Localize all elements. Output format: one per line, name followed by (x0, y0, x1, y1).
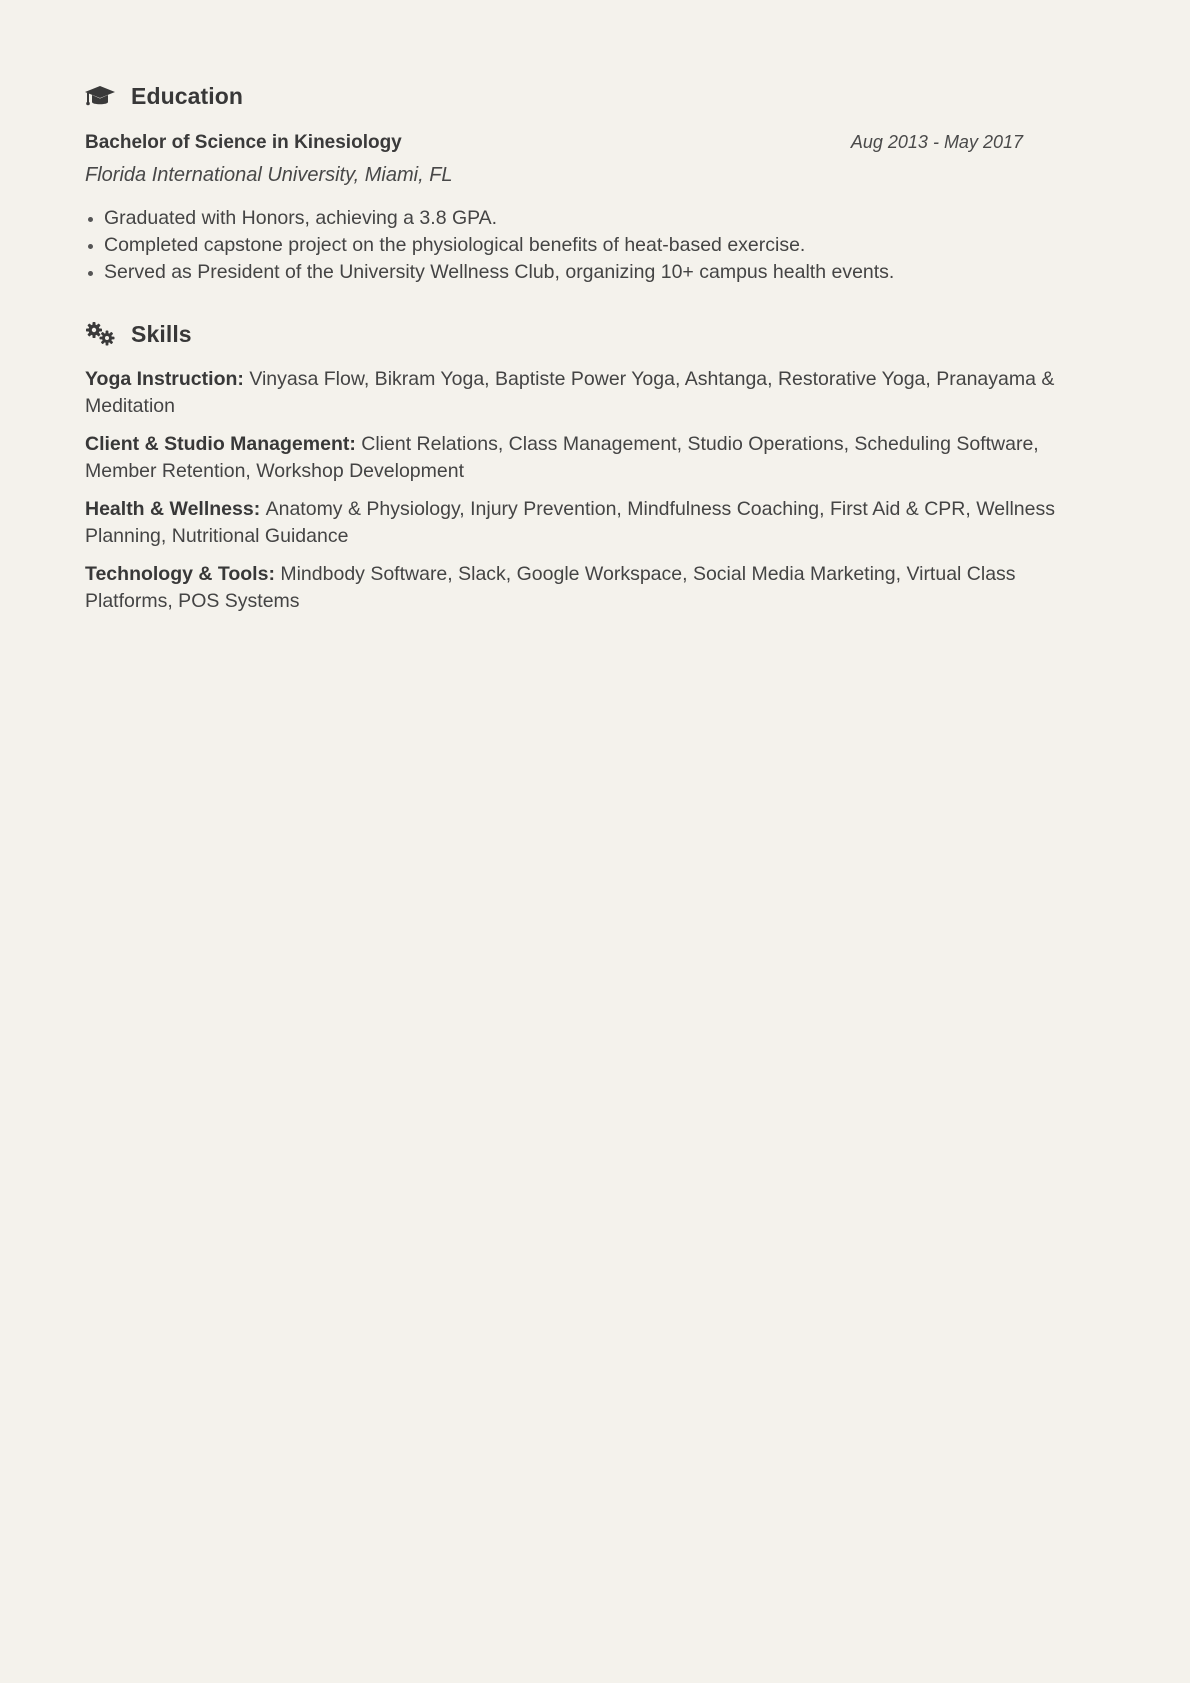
degree-row (85, 132, 1023, 154)
skill-row-client-studio-management (85, 431, 1090, 485)
list-item: Completed capstone project on the physiological benefits of heat-based exercise. (85, 232, 1095, 259)
skill-label: Client & Studio Management: (85, 433, 362, 455)
skill-label: Yoga Instruction: (85, 368, 250, 390)
education-heading: Education (131, 82, 244, 109)
skill-value: Mindbody Software, Slack, Google Workspace, Social Media Marketing, Virtual Class Platforms, POS Systems (85, 563, 1016, 612)
education-section (85, 78, 1095, 286)
skills-list (85, 366, 1095, 615)
skills-header (85, 316, 1095, 352)
skills-heading: Skills (131, 320, 192, 347)
skill-label: Health & Wellness: (85, 498, 266, 520)
skill-row-health-wellness (85, 496, 1090, 550)
school-name: Florida International University, Miami, FL (85, 164, 453, 186)
list-item: Graduated with Honors, achieving a 3.8 GPA. (85, 205, 1095, 232)
graduation-cap-icon (85, 82, 117, 110)
degree-title: Bachelor of Science in Kinesiology (85, 132, 402, 153)
skill-value: Anatomy & Physiology, Injury Prevention, Mindfulness Coaching, First Aid & CPR, Wellness Planning, Nutritional Guidance (85, 498, 1055, 547)
skill-row-technology-tools (85, 561, 1090, 615)
education-entry (85, 132, 1095, 286)
skills-section (85, 316, 1095, 615)
list-item: Served as President of the University Wellness Club, organizing 10+ campus health events. (85, 259, 1095, 286)
skill-value: Vinyasa Flow, Bikram Yoga, Baptiste Power Yoga, Ashtanga, Restorative Yoga, Pranayama & Meditation (85, 368, 1055, 417)
skill-value: Client Relations, Class Management, Studio Operations, Scheduling Software, Member Retention, Workshop Development (85, 433, 1039, 482)
education-header (85, 78, 1095, 114)
gears-icon (85, 320, 117, 348)
skill-row-yoga-instruction (85, 366, 1090, 420)
skill-label: Technology & Tools: (85, 563, 281, 585)
education-dates: Aug 2013 - May 2017 (850, 132, 1023, 152)
resume-page (85, 78, 1095, 626)
education-bullets (85, 205, 1095, 286)
